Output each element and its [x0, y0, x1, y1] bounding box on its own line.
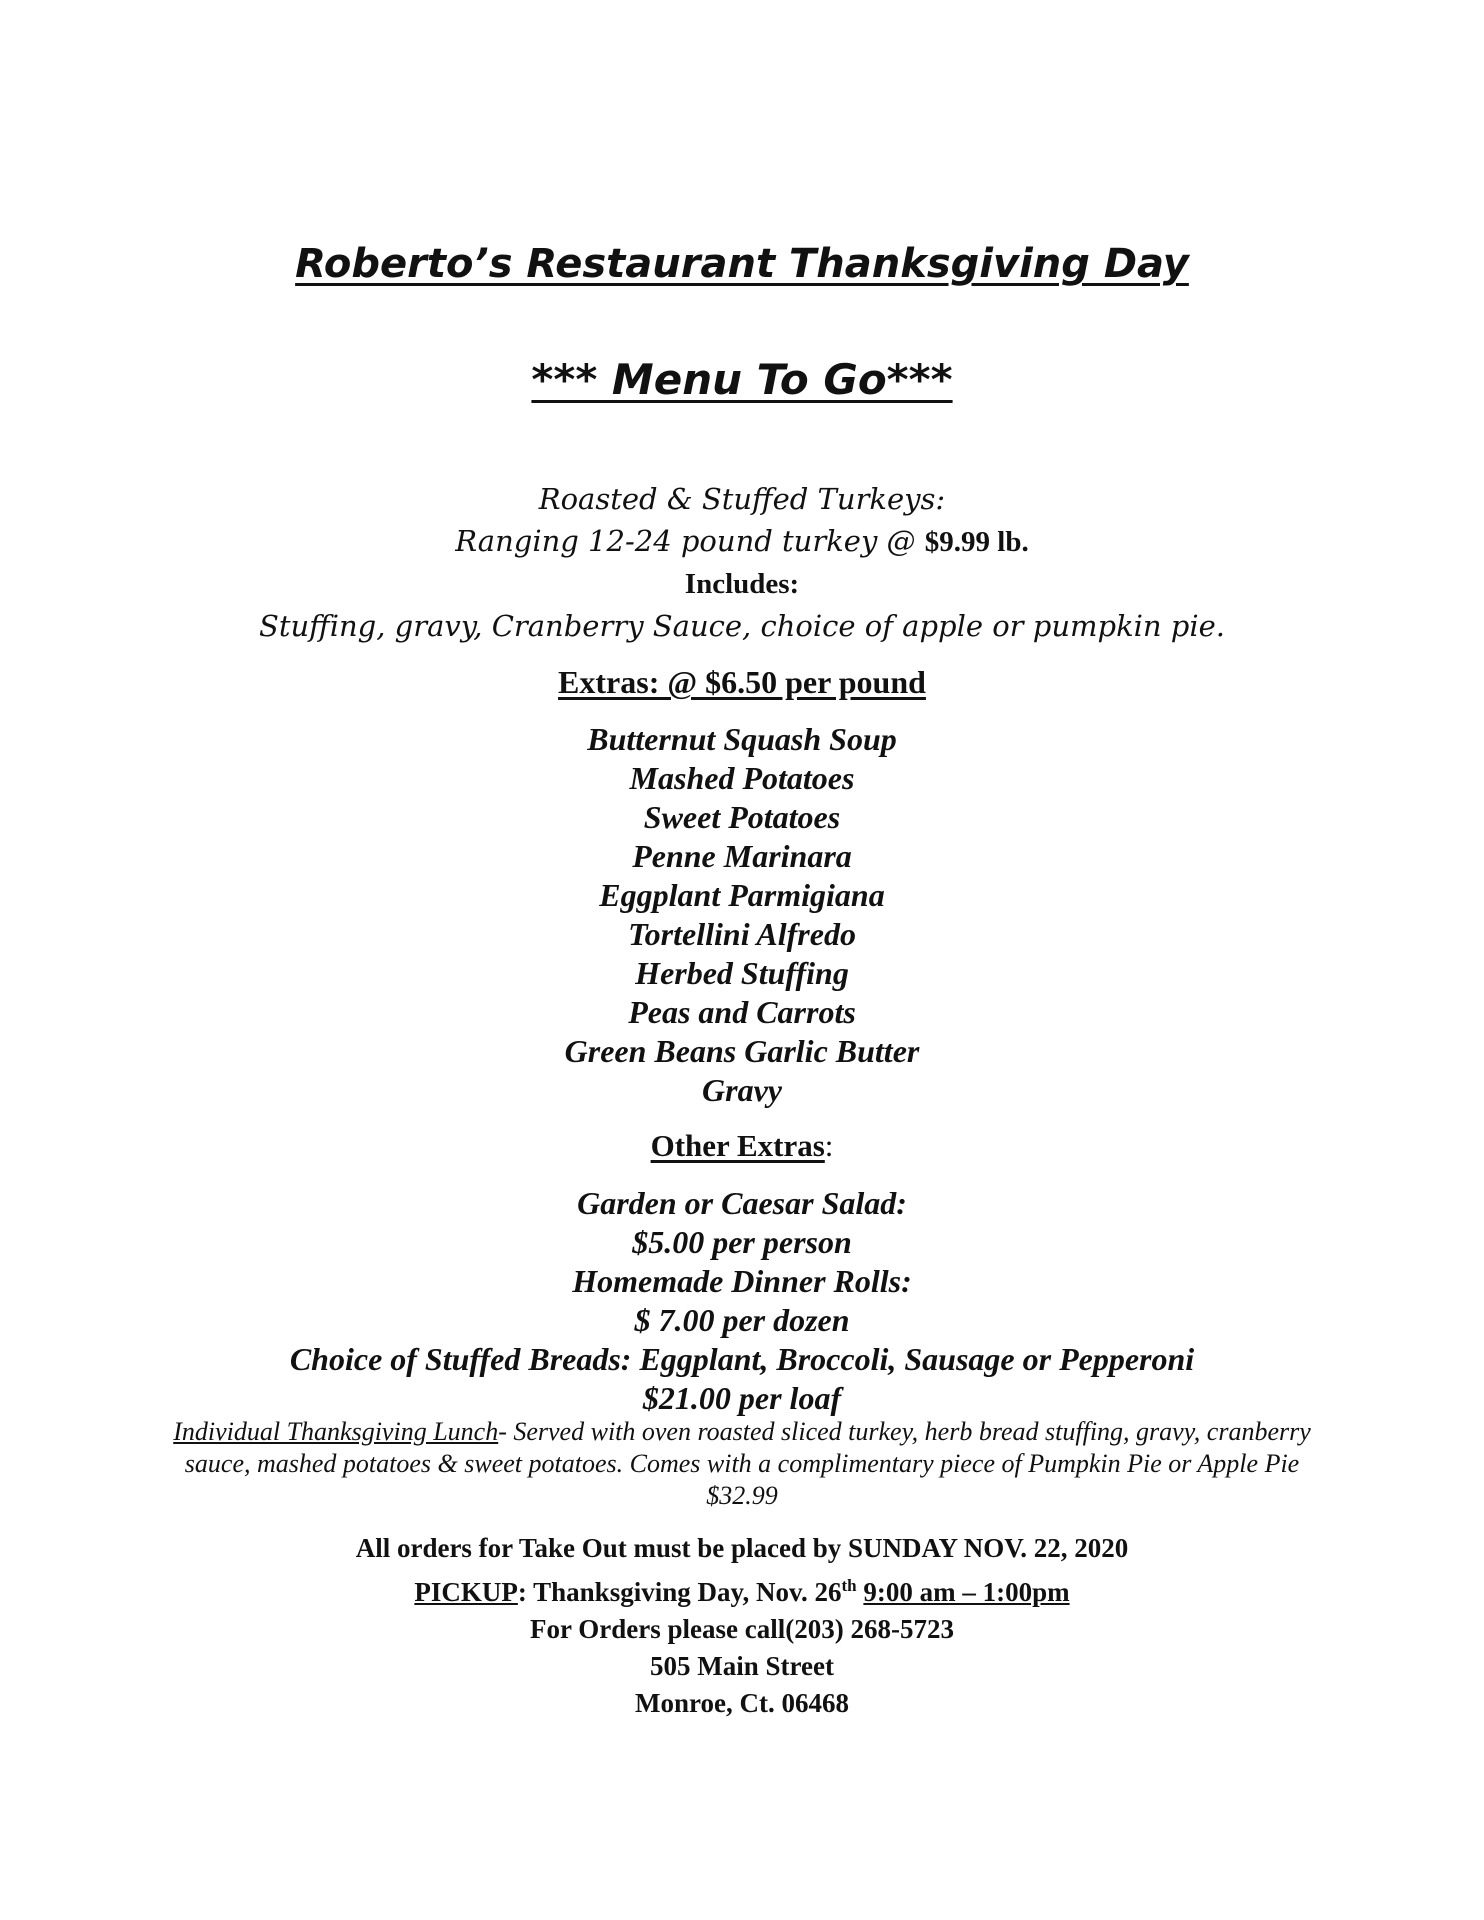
list-item: Sweet Potatoes	[643, 799, 841, 835]
lunch-label: Individual Thanksgiving Lunch	[173, 1417, 499, 1446]
menu-subtitle: *** Menu To Go***	[531, 355, 953, 404]
street-address: 505 Main Street	[650, 1651, 834, 1681]
list-item: Peas and Carrots	[628, 994, 856, 1030]
other-extras-heading	[0, 1126, 1484, 1166]
turkey-price: $9.99 lb.	[924, 526, 1029, 558]
pickup-date-suffix: th	[841, 1576, 857, 1595]
lunch-text: - Served with oven roasted sliced turkey, herb bread stuffing, gravy, cranberry sauce, mashed potatoes & sweet potatoes. Comes with a complimentary piece of Pumpkin Pie or Apple Pie $32.99	[184, 1417, 1311, 1510]
list-item: Herbed Stuffing	[635, 955, 849, 991]
extras-list	[0, 720, 1484, 1110]
turkey-heading: Roasted & Stuffed Turkeys:	[538, 482, 946, 516]
list-item: $ 7.00 per dozen	[634, 1302, 850, 1338]
pickup-time: 9:00 am – 1:00pm	[863, 1577, 1070, 1607]
list-item: Choice of Stuffed Breads: Eggplant, Broccoli, Sausage or Pepperoni	[289, 1341, 1195, 1377]
list-item: Garden or Caesar Salad:	[577, 1185, 907, 1221]
list-item: Gravy	[702, 1072, 782, 1108]
list-item: $5.00 per person	[632, 1224, 852, 1260]
other-extras-label: Other Extras	[650, 1128, 825, 1163]
order-deadline: All orders for Take Out must be placed by SUNDAY NOV. 22, 2020	[355, 1533, 1129, 1563]
list-item: Green Beans Garlic Butter	[564, 1033, 920, 1069]
turkey-section	[0, 478, 1484, 647]
includes-text: Stuffing, gravy, Cranberry Sauce, choice of apple or pumpkin pie.	[258, 609, 1226, 643]
order-info	[0, 1530, 1484, 1722]
list-item: Butternut Squash Soup	[587, 721, 897, 757]
extras-heading: Extras: @ $6.50 per pound	[558, 664, 926, 700]
page-title: Roberto’s Restaurant Thanksgiving Day	[295, 241, 1189, 287]
pickup-date: : Thanksgiving Day, Nov. 26	[517, 1577, 842, 1607]
list-item: Tortellini Alfredo	[628, 916, 856, 952]
other-extras-list	[0, 1184, 1484, 1418]
city-address: Monroe, Ct. 06468	[635, 1688, 849, 1718]
turkey-range: Ranging 12-24 pound turkey @	[455, 524, 925, 558]
order-phone: For Orders please call(203) 268-5723	[530, 1614, 954, 1644]
list-item: Mashed Potatoes	[629, 760, 855, 796]
list-item: Homemade Dinner Rolls:	[572, 1263, 912, 1299]
list-item: $21.00 per loaf	[642, 1380, 842, 1416]
list-item: Eggplant Parmigiana	[599, 877, 885, 913]
other-extras-colon: :	[824, 1128, 834, 1163]
individual-lunch-description	[170, 1416, 1314, 1512]
includes-label: Includes:	[684, 568, 800, 600]
list-item: Penne Marinara	[632, 838, 852, 874]
turkey-price-line	[0, 520, 1484, 563]
pickup-line	[0, 1567, 1484, 1611]
pickup-label: PICKUP	[414, 1577, 518, 1607]
